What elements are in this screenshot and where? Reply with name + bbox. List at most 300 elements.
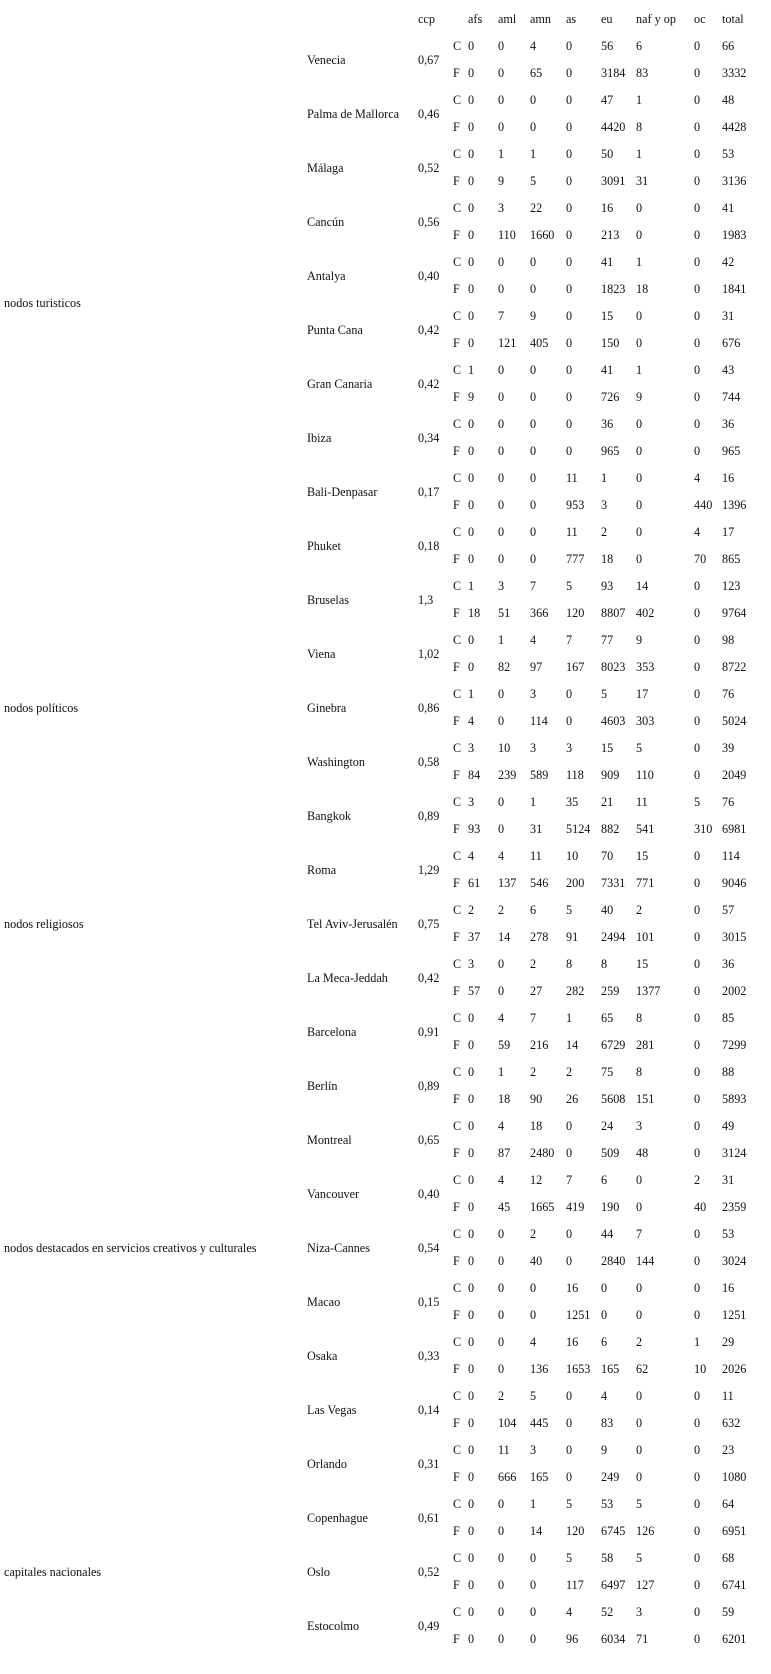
amn-cell: 4 [530,1335,537,1349]
city-name: Barcelona [307,1024,357,1039]
aml-cell: 0 [498,120,505,134]
table-row [4,1005,762,1032]
oc-cell: 0 [694,930,701,944]
as-cell: 5 [566,903,573,917]
total-cell: 76 [722,687,735,701]
naf-cell: 9 [636,390,643,404]
as-cell: 419 [566,1200,585,1214]
afs-cell: 0 [468,1416,475,1430]
total-cell: 3332 [722,66,747,80]
ccp-value: 0,52 [418,1564,440,1579]
city-name: Cancún [307,214,345,229]
naf-cell: 15 [636,849,649,863]
naf-cell: 0 [636,417,643,431]
type-cell: C [453,741,462,755]
as-cell: 2 [566,1065,573,1079]
eu-cell: 50 [601,147,614,161]
as-cell: 0 [566,255,573,269]
oc-cell: 0 [694,444,701,458]
naf-cell: 14 [636,579,649,593]
naf-cell: 11 [636,795,648,809]
afs-cell: 0 [468,1551,475,1565]
naf-cell: 1377 [636,984,661,998]
oc-cell: 0 [694,1146,701,1160]
aml-cell: 110 [498,228,516,242]
oc-cell: 0 [694,1254,701,1268]
city-name: Antalya [307,268,346,283]
header-amn: amn [530,12,551,26]
city-name: Málaga [307,160,344,175]
type-cell: C [453,849,462,863]
as-cell: 0 [566,444,573,458]
eu-cell: 259 [601,984,620,998]
as-cell: 1 [566,1011,573,1025]
amn-cell: 1660 [530,228,555,242]
eu-cell: 6729 [601,1038,626,1052]
type-cell: F [453,660,460,674]
naf-cell: 9 [636,633,643,647]
oc-cell: 0 [694,174,701,188]
header-oc: oc [694,12,706,26]
eu-cell: 53 [601,1497,614,1511]
as-cell: 0 [566,1470,573,1484]
total-cell: 11 [722,1389,734,1403]
ccp-value: 0,75 [418,916,440,931]
afs-cell: 0 [468,1605,475,1619]
aml-cell: 0 [498,1362,505,1376]
total-cell: 965 [722,444,741,458]
type-cell: C [453,903,462,917]
eu-cell: 726 [601,390,620,404]
type-cell: F [453,1092,460,1106]
city-name: Estocolmo [307,1618,360,1633]
total-cell: 865 [722,552,741,566]
total-cell: 88 [722,1065,735,1079]
header-row [4,6,762,33]
eu-cell: 965 [601,444,620,458]
afs-cell: 0 [468,201,475,215]
amn-cell: 2480 [530,1146,555,1160]
eu-cell: 8807 [601,606,626,620]
eu-cell: 16 [601,201,614,215]
oc-cell: 0 [694,1038,701,1052]
as-cell: 0 [566,1119,573,1133]
total-cell: 59 [722,1605,735,1619]
naf-cell: 48 [636,1146,649,1160]
afs-cell: 0 [468,660,475,674]
header-total: total [722,12,744,26]
naf-cell: 0 [636,1281,643,1295]
aml-cell: 0 [498,984,505,998]
oc-cell: 0 [694,1308,701,1322]
header-group-blank [4,6,307,33]
oc-cell: 0 [694,606,701,620]
aml-cell: 0 [498,1497,505,1511]
amn-cell: 0 [530,1605,537,1619]
eu-cell: 882 [601,822,620,836]
type-cell: C [453,1443,462,1457]
total-cell: 1841 [722,282,747,296]
oc-cell: 310 [694,822,713,836]
naf-cell: 5 [636,741,643,755]
naf-cell: 0 [636,1443,643,1457]
as-cell: 0 [566,714,573,728]
eu-cell: 75 [601,1065,614,1079]
group-label: nodos religiosos [4,916,84,931]
oc-cell: 0 [694,1389,701,1403]
type-cell: C [453,687,462,701]
ccp-value: 0,33 [418,1348,440,1363]
ccp-value: 0,58 [418,754,440,769]
naf-cell: 71 [636,1632,649,1646]
as-cell: 0 [566,687,573,701]
naf-cell: 83 [636,66,649,80]
naf-cell: 0 [636,201,643,215]
oc-cell: 0 [694,309,701,323]
as-cell: 11 [566,525,578,539]
as-cell: 5 [566,1551,573,1565]
afs-cell: 1 [468,363,475,377]
afs-cell: 0 [468,1173,475,1187]
oc-cell: 440 [694,498,713,512]
afs-cell: 0 [468,120,475,134]
amn-cell: 405 [530,336,549,350]
type-cell: F [453,1632,460,1646]
eu-cell: 6034 [601,1632,626,1646]
as-cell: 0 [566,39,573,53]
oc-cell: 0 [694,228,701,242]
oc-cell: 0 [694,417,701,431]
eu-cell: 509 [601,1146,620,1160]
oc-cell: 0 [694,849,701,863]
type-cell: F [453,768,460,782]
amn-cell: 1 [530,147,537,161]
amn-cell: 5 [530,1389,537,1403]
total-cell: 3124 [722,1146,747,1160]
city-name: Las Vegas [307,1402,357,1417]
amn-cell: 114 [530,714,548,728]
as-cell: 1653 [566,1362,591,1376]
aml-cell: 0 [498,444,505,458]
oc-cell: 0 [694,768,701,782]
type-cell: F [453,336,460,350]
ccp-value: 0,89 [418,808,440,823]
as-cell: 3 [566,741,573,755]
type-cell: F [453,1416,460,1430]
ccp-value: 1,29 [418,862,440,877]
oc-cell: 0 [694,120,701,134]
ccp-value: 0,61 [418,1510,440,1525]
ccp-value: 0,42 [418,322,440,337]
ccp-value: 0,52 [418,160,440,175]
naf-cell: 3 [636,1605,643,1619]
amn-cell: 589 [530,768,549,782]
type-cell: C [453,795,462,809]
as-cell: 282 [566,984,585,998]
eu-cell: 18 [601,552,614,566]
afs-cell: 0 [468,1254,475,1268]
oc-cell: 0 [694,660,701,674]
eu-cell: 0 [601,1308,608,1322]
aml-cell: 0 [498,1632,505,1646]
aml-cell: 0 [498,525,505,539]
total-cell: 31 [722,1173,735,1187]
total-cell: 1983 [722,228,747,242]
aml-cell: 0 [498,471,505,485]
total-cell: 57 [722,903,735,917]
amn-cell: 40 [530,1254,543,1268]
ccp-value: 0,18 [418,538,440,553]
eu-cell: 213 [601,228,620,242]
naf-cell: 353 [636,660,655,674]
table-row [4,1491,762,1518]
naf-cell: 8 [636,1011,643,1025]
amn-cell: 1665 [530,1200,555,1214]
eu-cell: 58 [601,1551,614,1565]
type-cell: F [453,984,460,998]
type-cell: F [453,606,460,620]
naf-cell: 18 [636,282,649,296]
eu-cell: 9 [601,1443,608,1457]
aml-cell: 0 [498,957,505,971]
afs-cell: 4 [468,849,475,863]
eu-cell: 5608 [601,1092,626,1106]
oc-cell: 5 [694,795,701,809]
ccp-value: 0,40 [418,268,440,283]
as-cell: 0 [566,336,573,350]
amn-cell: 31 [530,822,543,836]
eu-cell: 2840 [601,1254,626,1268]
naf-cell: 101 [636,930,655,944]
afs-cell: 0 [468,1497,475,1511]
naf-cell: 0 [636,1173,643,1187]
afs-cell: 0 [468,1524,475,1538]
type-cell: C [453,579,462,593]
total-cell: 5893 [722,1092,747,1106]
aml-cell: 121 [498,336,517,350]
eu-cell: 909 [601,768,620,782]
afs-cell: 0 [468,282,475,296]
amn-cell: 4 [530,633,537,647]
total-cell: 6741 [722,1578,747,1592]
as-cell: 117 [566,1578,584,1592]
type-cell: F [453,228,460,242]
type-cell: F [453,1362,460,1376]
afs-cell: 0 [468,471,475,485]
aml-cell: 0 [498,795,505,809]
type-cell: C [453,309,462,323]
as-cell: 200 [566,876,585,890]
afs-cell: 0 [468,255,475,269]
aml-cell: 0 [498,1335,505,1349]
amn-cell: 4 [530,39,537,53]
naf-cell: 8 [636,1065,643,1079]
aml-cell: 1 [498,1065,505,1079]
total-cell: 2002 [722,984,747,998]
naf-cell: 1 [636,255,643,269]
amn-cell: 90 [530,1092,543,1106]
eu-cell: 47 [601,93,614,107]
ccp-value: 0,56 [418,214,440,229]
aml-cell: 0 [498,552,505,566]
as-cell: 0 [566,1254,573,1268]
as-cell: 0 [566,201,573,215]
table-row [4,33,762,60]
amn-cell: 0 [530,282,537,296]
amn-cell: 445 [530,1416,549,1430]
afs-cell: 0 [468,336,475,350]
naf-cell: 126 [636,1524,655,1538]
eu-cell: 3 [601,498,608,512]
naf-cell: 151 [636,1092,655,1106]
eu-cell: 3184 [601,66,626,80]
as-cell: 0 [566,309,573,323]
total-cell: 6951 [722,1524,747,1538]
city-name: Punta Cana [307,322,363,337]
total-cell: 2359 [722,1200,747,1214]
city-name: Bangkok [307,808,352,823]
naf-cell: 31 [636,174,649,188]
oc-cell: 10 [694,1362,707,1376]
amn-cell: 12 [530,1173,543,1187]
oc-cell: 0 [694,39,701,53]
city-name: Tel Aviv-Jerusalén [307,916,398,931]
total-cell: 53 [722,1227,735,1241]
aml-cell: 4 [498,849,505,863]
as-cell: 0 [566,120,573,134]
aml-cell: 11 [498,1443,510,1457]
type-cell: F [453,66,460,80]
afs-cell: 1 [468,579,475,593]
naf-cell: 0 [636,228,643,242]
amn-cell: 0 [530,444,537,458]
total-cell: 8722 [722,660,747,674]
table-row [4,843,762,870]
naf-cell: 0 [636,1308,643,1322]
afs-cell: 3 [468,741,475,755]
city-name: Osaka [307,1348,338,1363]
aml-cell: 0 [498,66,505,80]
total-cell: 39 [722,741,735,755]
ccp-value: 0,31 [418,1456,440,1471]
city-name: Gran Canaria [307,376,373,391]
eu-cell: 3091 [601,174,626,188]
naf-cell: 281 [636,1038,655,1052]
oc-cell: 0 [694,984,701,998]
type-cell: F [453,1470,460,1484]
eu-cell: 6 [601,1173,608,1187]
afs-cell: 0 [468,525,475,539]
oc-cell: 0 [694,1227,701,1241]
type-cell: C [453,147,462,161]
type-cell: F [453,930,460,944]
afs-cell: 93 [468,822,481,836]
amn-cell: 0 [530,1551,537,1565]
afs-cell: 0 [468,498,475,512]
oc-cell: 0 [694,1605,701,1619]
ccp-value: 0,67 [418,52,440,67]
oc-cell: 70 [694,552,707,566]
afs-cell: 2 [468,903,475,917]
as-cell: 0 [566,363,573,377]
city-name: Oslo [307,1564,331,1579]
ccp-value: 0,65 [418,1132,440,1147]
naf-cell: 0 [636,1470,643,1484]
as-cell: 0 [566,147,573,161]
naf-cell: 303 [636,714,655,728]
total-cell: 1251 [722,1308,747,1322]
naf-cell: 5 [636,1497,643,1511]
naf-cell: 127 [636,1578,655,1592]
total-cell: 43 [722,363,735,377]
naf-cell: 15 [636,957,649,971]
as-cell: 0 [566,1443,573,1457]
aml-cell: 45 [498,1200,511,1214]
afs-cell: 0 [468,1335,475,1349]
group-label: nodos políticos [4,700,79,715]
amn-cell: 0 [530,1308,537,1322]
type-cell: C [453,1119,462,1133]
amn-cell: 0 [530,1632,537,1646]
amn-cell: 165 [530,1470,549,1484]
afs-cell: 0 [468,1200,475,1214]
afs-cell: 0 [468,1389,475,1403]
type-cell: C [453,1065,462,1079]
naf-cell: 1 [636,93,643,107]
amn-cell: 6 [530,903,537,917]
city-name: Macao [307,1294,341,1309]
total-cell: 6201 [722,1632,747,1646]
oc-cell: 0 [694,1065,701,1079]
amn-cell: 0 [530,93,537,107]
oc-cell: 0 [694,1497,701,1511]
aml-cell: 87 [498,1146,511,1160]
type-cell: C [453,93,462,107]
afs-cell: 0 [468,1038,475,1052]
type-cell: F [453,1200,460,1214]
eu-cell: 4 [601,1389,608,1403]
city-name: Bruselas [307,592,349,607]
city-name: Venecia [307,52,346,67]
type-cell: F [453,1524,460,1538]
eu-cell: 77 [601,633,614,647]
type-cell: F [453,714,460,728]
eu-cell: 70 [601,849,614,863]
eu-cell: 4603 [601,714,626,728]
afs-cell: 0 [468,1578,475,1592]
aml-cell: 0 [498,1227,505,1241]
total-cell: 1396 [722,498,747,512]
aml-cell: 1 [498,633,505,647]
ccp-value: 0,42 [418,970,440,985]
eu-cell: 40 [601,903,614,917]
city-name: La Meca-Jeddah [307,970,388,985]
type-cell: C [453,957,462,971]
eu-cell: 249 [601,1470,620,1484]
aml-cell: 0 [498,1254,505,1268]
type-cell: C [453,363,462,377]
total-cell: 98 [722,633,735,647]
oc-cell: 0 [694,201,701,215]
ccp-value: 0,15 [418,1294,440,1309]
eu-cell: 41 [601,255,614,269]
amn-cell: 9 [530,309,537,323]
as-cell: 10 [566,849,579,863]
amn-cell: 546 [530,876,549,890]
naf-cell: 402 [636,606,655,620]
afs-cell: 0 [468,1119,475,1133]
amn-cell: 366 [530,606,549,620]
